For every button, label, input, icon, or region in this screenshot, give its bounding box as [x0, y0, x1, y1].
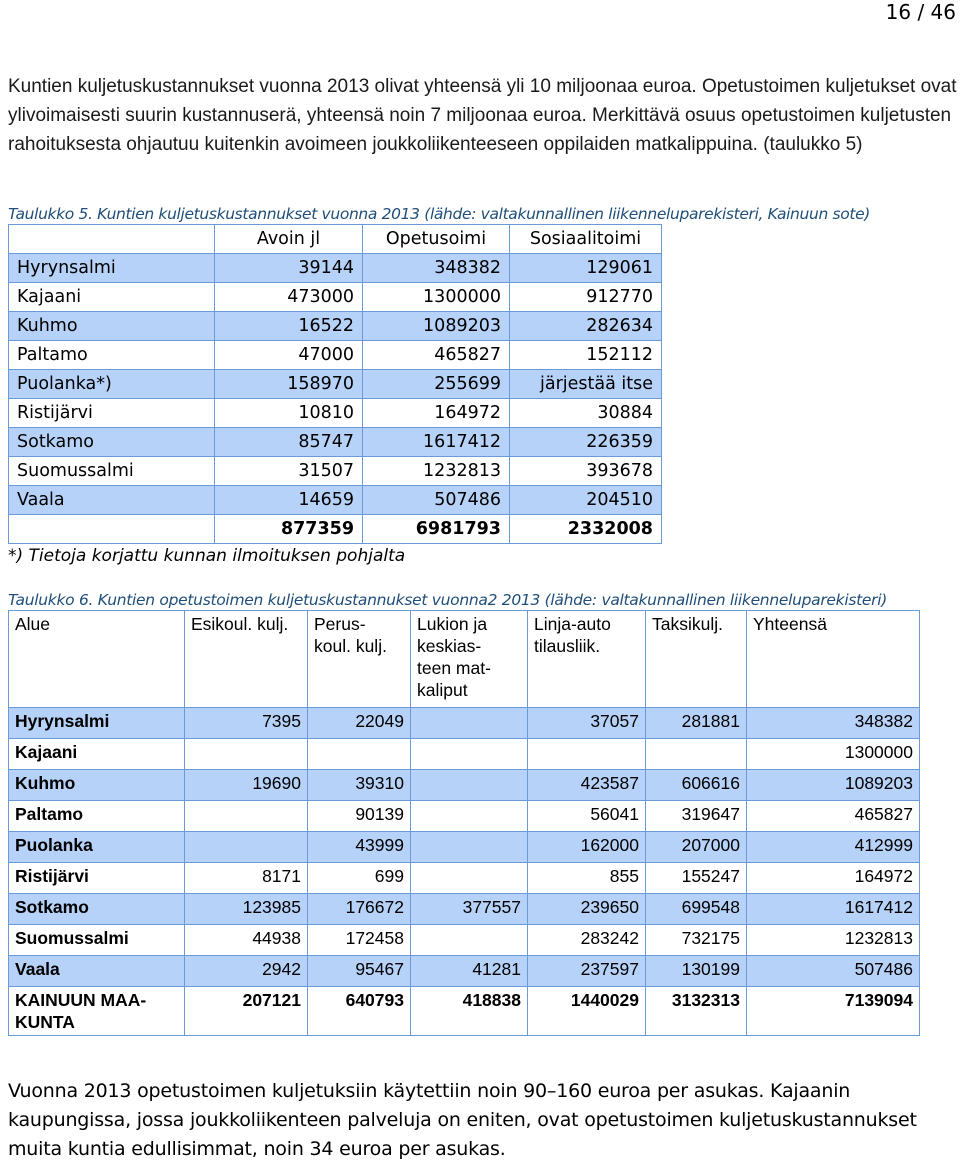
value-cell: 8171 — [185, 863, 308, 894]
table-row — [9, 341, 662, 370]
table-row — [9, 486, 662, 515]
table-row — [9, 770, 920, 801]
value-cell: 7395 — [185, 708, 308, 739]
value-cell: 377557 — [411, 894, 528, 925]
value-cell: 1617412 — [363, 428, 510, 457]
table-row — [9, 801, 920, 832]
value-cell: 207000 — [646, 832, 747, 863]
municipality-cell: Kajaani — [9, 283, 215, 312]
table-row — [9, 708, 920, 739]
area-cell: Ristijärvi — [9, 863, 185, 894]
area-cell: Puolanka — [9, 832, 185, 863]
value-cell: 44938 — [185, 925, 308, 956]
table6-header-row — [9, 611, 920, 708]
municipality-cell: Sotkamo — [9, 428, 215, 457]
value-cell: 465827 — [363, 341, 510, 370]
value-cell: 281881 — [646, 708, 747, 739]
value-cell: 16522 — [215, 312, 363, 341]
value-cell: 1232813 — [363, 457, 510, 486]
value-cell: 176672 — [308, 894, 411, 925]
page-number: 16 / 46 — [885, 0, 956, 24]
value-cell: 56041 — [528, 801, 646, 832]
value-cell: 22049 — [308, 708, 411, 739]
value-cell: 39310 — [308, 770, 411, 801]
value-cell: 412999 — [747, 832, 920, 863]
table-row — [9, 254, 662, 283]
municipality-cell: Vaala — [9, 486, 215, 515]
value-cell — [411, 739, 528, 770]
value-cell: 164972 — [747, 863, 920, 894]
area-cell: Kuhmo — [9, 770, 185, 801]
area-cell: Kajaani — [9, 739, 185, 770]
value-cell: 255699 — [363, 370, 510, 399]
value-cell: 43999 — [308, 832, 411, 863]
area-cell: Vaala — [9, 956, 185, 987]
table6-header-cell: Lukion ja keskias- teen mat- kaliput — [411, 611, 528, 708]
value-cell: 423587 — [528, 770, 646, 801]
area-cell: Suomussalmi — [9, 925, 185, 956]
education-transport-costs-table — [8, 610, 920, 1036]
municipality-cell: Hyrynsalmi — [9, 254, 215, 283]
table6-header-cell: Linja-auto tilausliik. — [528, 611, 646, 708]
value-cell: 1300000 — [363, 283, 510, 312]
table-row — [9, 956, 920, 987]
value-cell: 123985 — [185, 894, 308, 925]
total-cell: 2332008 — [510, 515, 662, 544]
value-cell: 393678 — [510, 457, 662, 486]
total-cell: 7139094 — [747, 987, 920, 1036]
total-cell: 877359 — [215, 515, 363, 544]
table5-total-row — [9, 515, 662, 544]
value-cell — [411, 925, 528, 956]
value-cell — [411, 863, 528, 894]
total-cell: 6981793 — [363, 515, 510, 544]
value-cell: 47000 — [215, 341, 363, 370]
value-cell — [185, 801, 308, 832]
value-cell: 30884 — [510, 399, 662, 428]
value-cell — [411, 770, 528, 801]
value-cell: 465827 — [747, 801, 920, 832]
value-cell: 319647 — [646, 801, 747, 832]
value-cell — [411, 832, 528, 863]
table-row — [9, 863, 920, 894]
table6-header-cell: Taksikulj. — [646, 611, 747, 708]
value-cell: 41281 — [411, 956, 528, 987]
value-cell: 1232813 — [747, 925, 920, 956]
value-cell — [185, 832, 308, 863]
value-cell: 164972 — [363, 399, 510, 428]
value-cell: 90139 — [308, 801, 411, 832]
value-cell: 912770 — [510, 283, 662, 312]
value-cell: 348382 — [363, 254, 510, 283]
value-cell — [308, 739, 411, 770]
value-cell: 1617412 — [747, 894, 920, 925]
value-cell: 39144 — [215, 254, 363, 283]
value-cell — [185, 739, 308, 770]
table-row — [9, 370, 662, 399]
area-cell: Paltamo — [9, 801, 185, 832]
value-cell — [646, 739, 747, 770]
value-cell: 606616 — [646, 770, 747, 801]
table6-total-row — [9, 987, 920, 1036]
value-cell: 85747 — [215, 428, 363, 457]
value-cell: 473000 — [215, 283, 363, 312]
closing-paragraph: Vuonna 2013 opetustoimen kuljetuksiin käytettiin noin 90–160 euroa per asukas. Kajaanin kaupungissa, jossa joukkoliikenteen palveluja on eniten, ovat opetustoimen kuljetuskustannukset muita kuntia edullisimmat, noin 34 euroa per asukas. — [8, 1080, 917, 1160]
municipality-cell: Puolanka*) — [9, 370, 215, 399]
table5-header-cell: Avoin jl — [215, 225, 363, 254]
value-cell — [411, 708, 528, 739]
table5-header-cell: Opetusoimi — [363, 225, 510, 254]
value-cell: 158970 — [215, 370, 363, 399]
value-cell: 10810 — [215, 399, 363, 428]
value-cell: 95467 — [308, 956, 411, 987]
value-cell: 1089203 — [747, 770, 920, 801]
table6-caption: Taulukko 6. Kuntien opetustoimen kuljetuskustannukset vuonna2 2013 (lähde: valtakunnallinen liikenneluparekisteri) — [8, 591, 887, 609]
table-row — [9, 894, 920, 925]
value-cell: 282634 — [510, 312, 662, 341]
value-cell: 507486 — [747, 956, 920, 987]
total-cell: 640793 — [308, 987, 411, 1036]
table-row — [9, 832, 920, 863]
value-cell: 129061 — [510, 254, 662, 283]
value-cell — [528, 739, 646, 770]
total-cell: 3132313 — [646, 987, 747, 1036]
table-row — [9, 739, 920, 770]
table-row — [9, 399, 662, 428]
table-row — [9, 925, 920, 956]
value-cell: 14659 — [215, 486, 363, 515]
value-cell — [411, 801, 528, 832]
value-cell: 239650 — [528, 894, 646, 925]
total-cell: 207121 — [185, 987, 308, 1036]
area-cell: Sotkamo — [9, 894, 185, 925]
municipality-cell: Paltamo — [9, 341, 215, 370]
value-cell: 31507 — [215, 457, 363, 486]
value-cell: 2942 — [185, 956, 308, 987]
table6-header-cell: Esikoul. kulj. — [185, 611, 308, 708]
value-cell: 155247 — [646, 863, 747, 894]
value-cell: 152112 — [510, 341, 662, 370]
value-cell: 162000 — [528, 832, 646, 863]
value-cell: järjestää itse — [510, 370, 662, 399]
area-cell: Hyrynsalmi — [9, 708, 185, 739]
table5-header-cell: Sosiaalitoimi — [510, 225, 662, 254]
value-cell: 1300000 — [747, 739, 920, 770]
table6-header-cell: Yhteensä — [747, 611, 920, 708]
value-cell: 507486 — [363, 486, 510, 515]
value-cell: 699548 — [646, 894, 747, 925]
table-row — [9, 457, 662, 486]
municipality-cell: Suomussalmi — [9, 457, 215, 486]
table6-header-cell: Alue — [9, 611, 185, 708]
value-cell: 1089203 — [363, 312, 510, 341]
value-cell: 226359 — [510, 428, 662, 457]
municipality-cell: Kuhmo — [9, 312, 215, 341]
value-cell: 130199 — [646, 956, 747, 987]
value-cell: 172458 — [308, 925, 411, 956]
total-cell: 418838 — [411, 987, 528, 1036]
value-cell: 283242 — [528, 925, 646, 956]
value-cell: 19690 — [185, 770, 308, 801]
value-cell: 699 — [308, 863, 411, 894]
table5-footnote: *) Tietoja korjattu kunnan ilmoituksen pohjalta — [8, 546, 406, 566]
table5-header-cell — [9, 225, 215, 254]
total-cell: 1440029 — [528, 987, 646, 1036]
table6-header-cell: Perus- koul. kulj. — [308, 611, 411, 708]
value-cell: 204510 — [510, 486, 662, 515]
value-cell: 37057 — [528, 708, 646, 739]
value-cell: 855 — [528, 863, 646, 894]
total-label-cell — [9, 515, 215, 544]
value-cell: 237597 — [528, 956, 646, 987]
table-row — [9, 283, 662, 312]
table-row — [9, 312, 662, 341]
transport-costs-table — [8, 224, 662, 544]
total-label-cell: KAINUUN MAA- KUNTA — [9, 987, 185, 1036]
value-cell: 348382 — [747, 708, 920, 739]
municipality-cell: Ristijärvi — [9, 399, 215, 428]
table5-caption: Taulukko 5. Kuntien kuljetuskustannukset vuonna 2013 (lähde: valtakunnallinen liikenneluparekisteri, Kainuun sote) — [8, 205, 870, 223]
table5-header-row — [9, 225, 662, 254]
table-row — [9, 428, 662, 457]
value-cell: 732175 — [646, 925, 747, 956]
intro-paragraph: Kuntien kuljetuskustannukset vuonna 2013 olivat yhteensä yli 10 miljoonaa euroa. Opetustoimen kuljetukset ovat ylivoimaisesti suurin kustannuserä, yhteensä noin 7 miljoonaa euroa. Merkittävä osuus opetustoimen kuljetusten rahoituksesta ohjautuu kuitenkin avoimeen joukkoliikenteeseen oppilaiden matkalippuina. (taulukko 5) — [8, 76, 957, 155]
